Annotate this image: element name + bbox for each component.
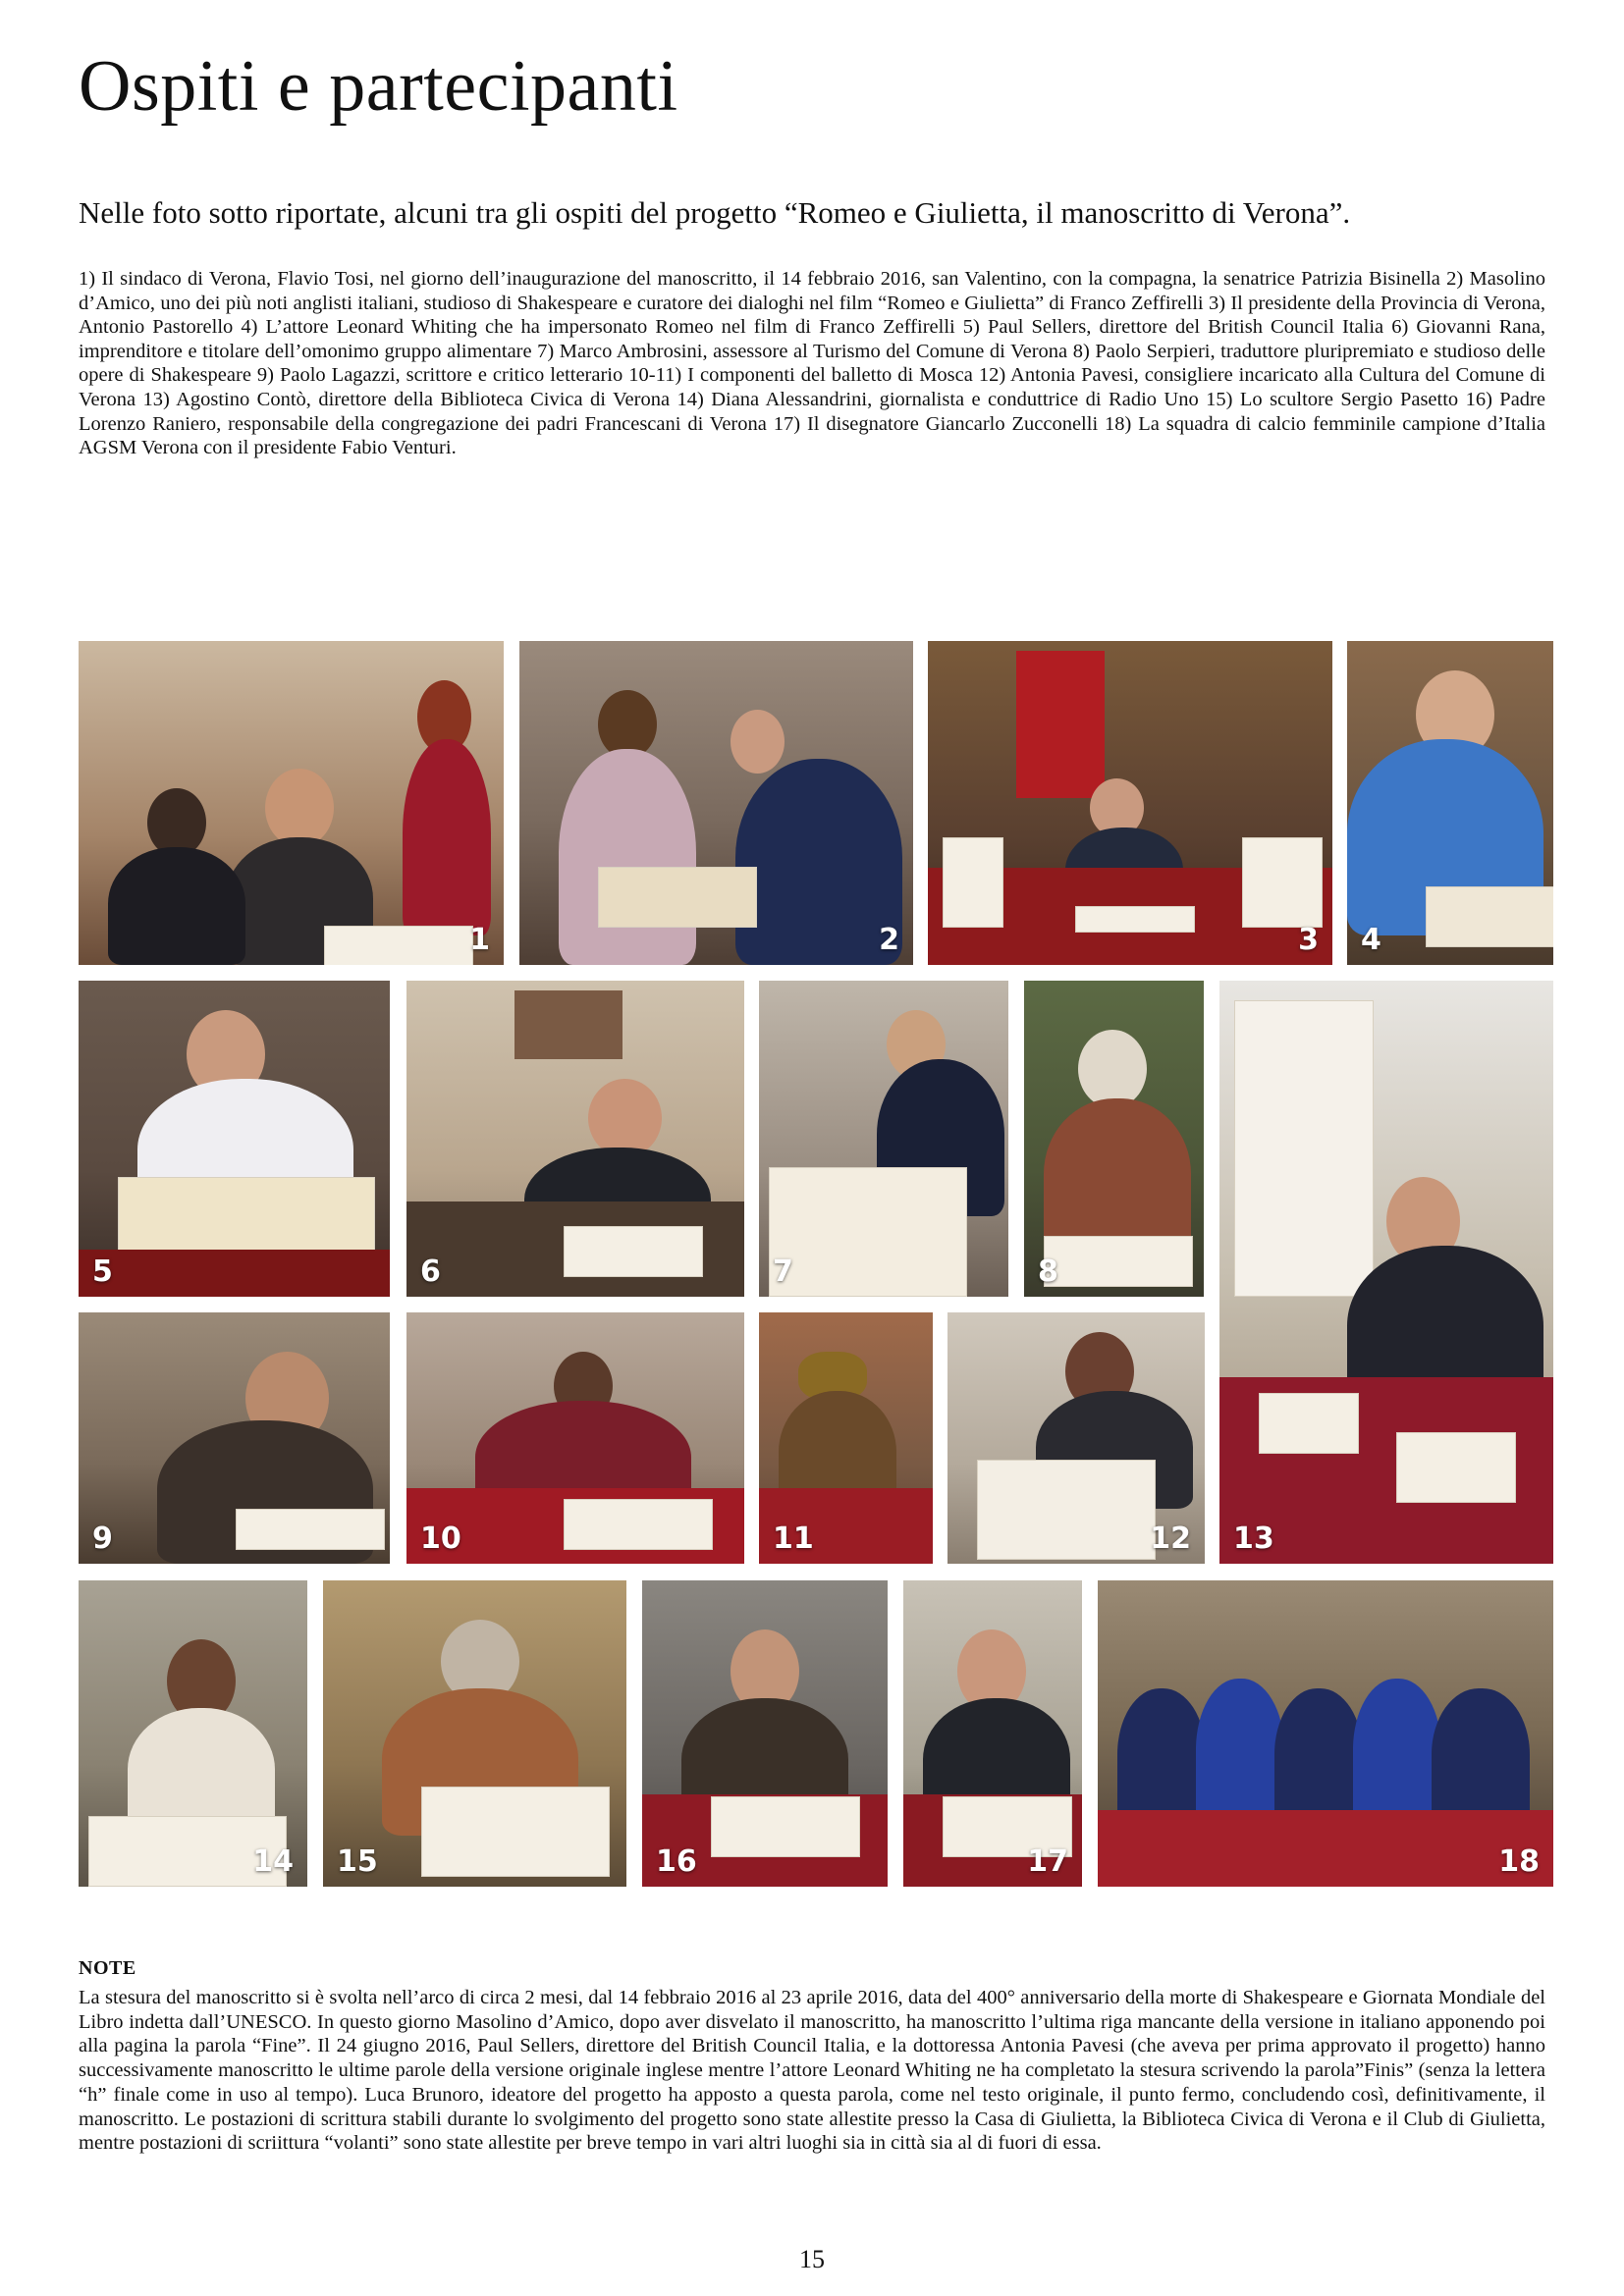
photo-number: 5 (92, 1255, 113, 1289)
photo-4 (1347, 641, 1553, 965)
photo-number: 15 (337, 1844, 378, 1879)
photo-number: 11 (773, 1522, 814, 1556)
photo-number: 16 (656, 1844, 697, 1879)
page-title: Ospiti e partecipanti (79, 46, 678, 127)
photo-number: 6 (420, 1255, 441, 1289)
photo-number: 3 (1298, 923, 1319, 957)
photo-10 (406, 1312, 744, 1564)
photo-11 (759, 1312, 933, 1564)
photo-number: 17 (1027, 1844, 1068, 1879)
photo-17 (903, 1580, 1082, 1887)
note-text: La stesura del manoscritto si è svolta nell’arco di circa 2 mesi, dal 14 febbraio 2016 al 23 aprile 2016, data del 400° anniversario della morte di Shakespeare e Giornata Mondiale del Libro indetta dall’UNESCO. In questo giorno Masolino d’Amico, dopo aver disvelato il manoscritto, ha manoscritto l’ultima riga mancante della versione in italiano apponendo poi alla pagina la parola “Fine”. Il 24 giugno 2016, Paul Sellers, direttore del British Council Italia, e la dottoressa Antonia Pavesi (che aveva per prima approvato il progetto) hanno successivamente manoscritto le ultime parole della versione originale inglese mentre l’attore Leonard Whiting ne ha completato la stesura scrivendo la parola”Finis” (senza la lettera “h” finale come in uso al tempo). Luca Brunoro, ideatore del progetto ha apposto a questa parola, come nel testo originale, il punto fermo, concludendo così, definitivamente, il manoscritto. Le postazioni di scrittura stabili durante lo svolgimento del progetto sono state allestite presso la Casa di Giulietta, la Biblioteca Civica di Verona e il Club di Giulietta, mentre postazioni di scriittura “volanti” sono state allestite per breve tempo in vari altri luoghi sia in città sia al di fuori di essa. (79, 1987, 1545, 2155)
photo-number: 10 (420, 1522, 461, 1556)
photo-13 (1219, 981, 1553, 1564)
photo-16 (642, 1580, 888, 1887)
photo-5 (79, 981, 390, 1297)
photo-2 (519, 641, 913, 965)
photo-12 (947, 1312, 1205, 1564)
photo-captions: 1) Il sindaco di Verona, Flavio Tosi, nel giorno dell’inaugurazione del manoscritto, il 14 febbraio 2016, san Valentino, con la compagna, la senatrice Patrizia Bisinella 2) Masolino d’Amico, uno dei più noti anglisti italiani, studioso di Shakespeare e curatore dei dialoghi nel film “Romeo e Giulietta” di Franco Zeffirelli 3) Il presidente della Provincia di Verona, Antonio Pastorello 4) L’attore Leonard Whiting che ha impersonato Romeo nel film di Franco Zeffirelli 5) Paul Sellers, direttore del British Council Italia 6) Giovanni Rana, imprenditore e titolare dell’omonimo gruppo alimentare 7) Marco Ambrosini, assessore al Turismo del Comune di Verona 8) Paolo Serpieri, traduttore pluripremiato e studioso delle opere di Shakespeare 9) Paolo Lagazzi, scrittore e critico letterario 10-11) I componenti del balletto di Mosca 12) Antonia Pavesi, consigliere incaricato alla Cultura del Comune di Verona 13) Agostino Contò, direttore della Biblioteca Civica di Verona 14) Diana Alessandrini, giornalista e conduttrice di Radio Uno 15) Lo scultore Sergio Pasetto 16) Padre Lorenzo Raniero, responsabile della congregazione dei padri Francescani di Verona 17) Il disegnatore Giancarlo Zucconelli 18) La squadra di calcio femminile campione d’Italia AGSM Verona con il presidente Fabio Venturi. (79, 268, 1545, 459)
photo-8 (1024, 981, 1204, 1297)
photo-number: 8 (1038, 1255, 1058, 1289)
photo-number: 13 (1233, 1522, 1274, 1556)
photo-number: 18 (1498, 1844, 1540, 1879)
page-number: 15 (799, 2245, 825, 2273)
photo-number: 14 (252, 1844, 294, 1879)
photo-9 (79, 1312, 390, 1564)
photo-number: 4 (1361, 923, 1381, 957)
photo-7 (759, 981, 1008, 1297)
photo-number: 12 (1150, 1522, 1191, 1556)
page-subtitle: Nelle foto sotto riportate, alcuni tra gli ospiti del progetto “Romeo e Giulietta, il manoscritto di Verona”. (79, 195, 1351, 230)
photo-number: 7 (773, 1255, 793, 1289)
photo-1 (79, 641, 504, 965)
photo-number: 9 (92, 1522, 113, 1556)
photo-number: 1 (469, 923, 490, 957)
photo-6 (406, 981, 744, 1297)
note-heading: NOTE (79, 1957, 136, 1979)
photo-3 (928, 641, 1332, 965)
photo-number: 2 (879, 923, 899, 957)
photo-18 (1098, 1580, 1553, 1887)
photo-15 (323, 1580, 626, 1887)
photo-14 (79, 1580, 307, 1887)
